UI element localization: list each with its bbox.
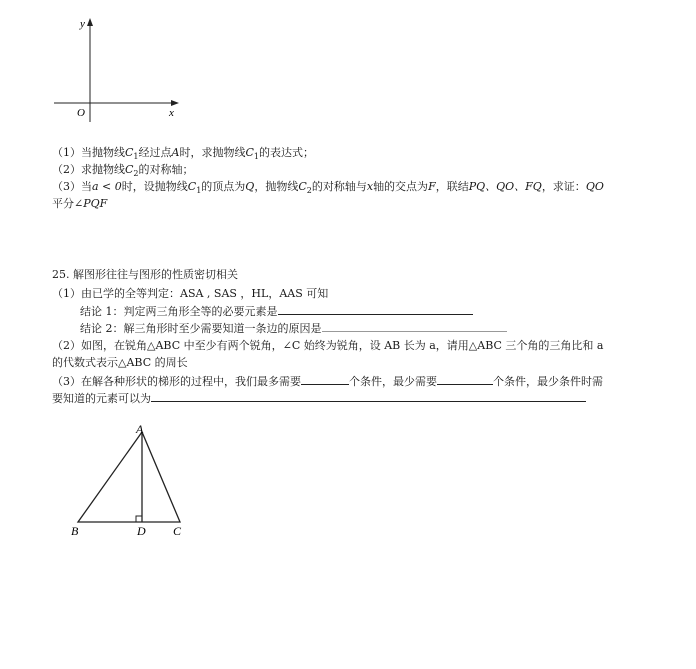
q25-part-2-line-1: （2）如图，在锐角△ABC 中至少有两个锐角，∠C 始终为锐角，设 AB 长为 a，请用△ABC 三个角的三角比和 a: [52, 339, 604, 352]
q25-part-3-line-2: 要知道的元素可以为: [52, 391, 586, 406]
q24-part-1: （1）当抛物线$C_1$经过点A时，求抛物线$C_1$的表达式；: [52, 146, 314, 162]
vertex-label-a: A: [136, 422, 144, 436]
q24-part-3: （3）当a < 0时，设抛物线$C_1$的顶点为Q，抛物线$C_2$的对称轴与x轴的交点为F，联结PQ、QO、FQ，求证：QO: [52, 180, 604, 196]
y-axis-arrow: [87, 18, 93, 26]
q25-conclusion-2: 结论 2：解三角形时至少需要知道一条边的原因是: [80, 321, 507, 336]
q25-conclusion-1: 结论 1：判定两三角形全等的必要元素是: [80, 304, 473, 319]
x-axis-arrow: [171, 100, 179, 106]
q25-part-3-line-1: （3）在解各种形状的梯形的过程中，我们最多需要 个条件，最少需要 个条件，最少条件时需: [52, 375, 603, 388]
right-angle-mark: [136, 516, 142, 522]
answer-blank-min-conditions[interactable]: [437, 374, 493, 385]
answer-blank-1[interactable]: [278, 304, 473, 315]
q24-part-3-continued: 平分∠PQF: [52, 197, 108, 210]
answer-blank-max-conditions[interactable]: [301, 374, 349, 385]
point-label-d: D: [137, 524, 146, 538]
q24-part-2: （2）求抛物线$C_2$的对称轴；: [52, 163, 194, 179]
q25-part-2-line-2: 的代数式表示△ABC 的周长: [52, 356, 188, 369]
origin-label: O: [77, 107, 85, 119]
q25-part-1: （1）由已学的全等判定：ASA , SAS ，HL，AAS 可知: [52, 287, 329, 300]
answer-blank-2[interactable]: [322, 321, 507, 332]
triangle-abc-figure: [62, 418, 202, 543]
vertex-label-c: C: [173, 524, 182, 538]
y-axis-label: y: [80, 18, 85, 30]
q25-title: 25. 解图形往往与图形的性质密切相关: [52, 268, 238, 281]
coordinate-axes-figure: [50, 14, 190, 124]
triangle-abc: [78, 432, 180, 522]
vertex-label-b: B: [71, 524, 79, 538]
x-axis-label: x: [169, 107, 174, 119]
answer-blank-elements[interactable]: [151, 391, 586, 402]
